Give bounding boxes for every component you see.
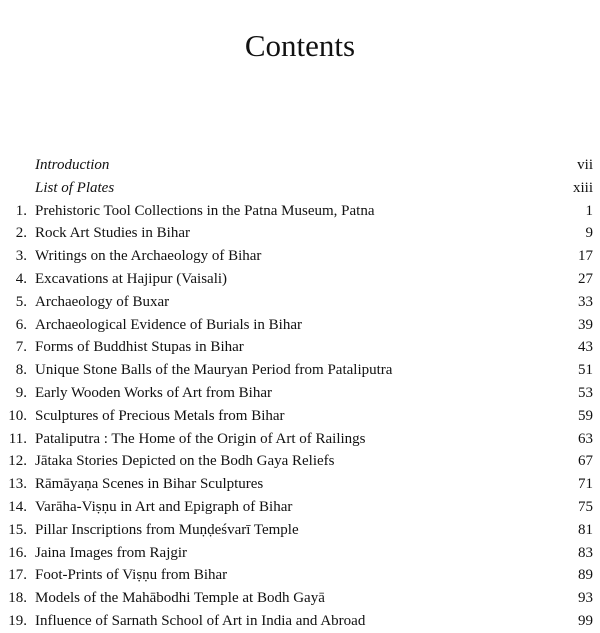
entry-page-number: 81 <box>578 521 593 538</box>
contents-list <box>0 154 600 633</box>
chapter-title: Jaina Images from Rajgir <box>35 544 188 561</box>
chapter-number: 7. <box>15 339 27 356</box>
chapter-title: Early Wooden Works of Art from Bihar <box>35 384 272 401</box>
front-matter-entry[interactable] <box>0 154 600 177</box>
entry-label: List of Plates <box>35 179 115 196</box>
chapter-number: 10. <box>8 407 27 424</box>
entry-page-number: 33 <box>578 293 593 310</box>
chapter-number: 3. <box>15 248 27 265</box>
chapter-entry[interactable] <box>0 222 600 245</box>
chapter-title: Unique Stone Balls of the Mauryan Period from Pataliputra <box>35 362 393 379</box>
chapter-title: Forms of Buddhist Stupas in Bihar <box>35 339 244 356</box>
chapter-number: 11. <box>8 430 27 447</box>
chapter-entry[interactable] <box>0 405 600 428</box>
entry-page-number: 63 <box>578 430 593 447</box>
chapter-entry[interactable] <box>0 519 600 542</box>
chapter-entry[interactable] <box>0 428 600 451</box>
chapter-entry[interactable] <box>0 359 600 382</box>
chapter-number: 17. <box>8 567 27 584</box>
entry-page-number: 53 <box>578 384 593 401</box>
chapter-title: Influence of Sarnath School of Art in India and Abroad <box>35 612 366 629</box>
chapter-title: Prehistoric Tool Collections in the Patna Museum, Patna <box>35 202 375 219</box>
entry-page-number: 71 <box>578 476 593 493</box>
chapter-entry[interactable] <box>0 314 600 337</box>
chapter-number: 13. <box>8 476 27 493</box>
front-matter-entry[interactable] <box>0 177 600 200</box>
chapter-entry[interactable] <box>0 450 600 473</box>
chapter-number: 16. <box>8 544 27 561</box>
chapter-title: Sculptures of Precious Metals from Bihar <box>35 407 285 424</box>
entry-page-number: 83 <box>578 544 593 561</box>
chapter-title: Foot-Prints of Viṣṇu from Bihar <box>35 567 228 584</box>
entry-label: Introduction <box>35 157 110 173</box>
chapter-number: 15. <box>8 521 27 538</box>
entry-page-number: 67 <box>578 453 593 470</box>
chapter-title: Rock Art Studies in Bihar <box>35 225 190 242</box>
chapter-number: 18. <box>8 590 27 607</box>
chapter-title: Archaeology of Buxar <box>35 293 170 310</box>
chapter-number: 4. <box>15 270 27 287</box>
chapter-entry[interactable] <box>0 473 600 496</box>
chapter-entry[interactable] <box>0 268 600 291</box>
chapter-number: 19. <box>8 612 27 629</box>
chapter-entry[interactable] <box>0 564 600 587</box>
chapter-entry[interactable] <box>0 496 600 519</box>
chapter-number: 2. <box>15 225 27 242</box>
chapter-entry[interactable] <box>0 542 600 565</box>
chapter-number: 12. <box>8 453 27 470</box>
entry-page-number: 39 <box>578 316 593 333</box>
chapter-title: Jātaka Stories Depicted on the Bodh Gaya Reliefs <box>35 453 335 470</box>
entry-page-number: 17 <box>578 248 593 265</box>
chapter-title: Models of the Mahābodhi Temple at Bodh Gayā <box>35 590 325 607</box>
entry-page-number: 9 <box>585 225 593 242</box>
chapter-title: Writings on the Archaeology of Bihar <box>35 248 262 265</box>
chapter-number: 8. <box>15 362 27 379</box>
chapter-entry[interactable] <box>0 200 600 223</box>
entry-page-number: 1 <box>585 202 593 219</box>
chapter-title: Archaeological Evidence of Burials in Bihar <box>35 316 302 333</box>
entry-page-number: vii <box>577 157 593 173</box>
page-title: Contents <box>244 28 356 63</box>
chapter-entry[interactable] <box>0 382 600 405</box>
chapter-number: 9. <box>15 384 27 401</box>
entry-page-number: 59 <box>578 407 593 424</box>
chapter-title: Varāha-Viṣṇu in Art and Epigraph of Bihar <box>35 498 293 515</box>
chapter-entry[interactable] <box>0 291 600 314</box>
chapter-number: 6. <box>15 316 27 333</box>
entry-page-number: 75 <box>578 498 593 515</box>
entry-page-number: 89 <box>578 567 593 584</box>
chapter-title: Pillar Inscriptions from Muṇḍeśvarī Temple <box>35 521 299 538</box>
entry-page-number: xiii <box>572 179 593 196</box>
entry-page-number: 27 <box>578 270 593 287</box>
chapter-entry[interactable] <box>0 245 600 268</box>
entry-page-number: 93 <box>578 590 593 607</box>
chapter-entry[interactable] <box>0 336 600 359</box>
entry-page-number: 99 <box>578 612 593 629</box>
chapter-title: Excavations at Hajipur (Vaisali) <box>35 270 228 287</box>
chapter-entry[interactable] <box>0 587 600 610</box>
entry-page-number: 43 <box>578 339 593 356</box>
chapter-number: 14. <box>8 498 27 515</box>
chapter-number: 1. <box>15 202 27 219</box>
chapter-title: Pataliputra : The Home of the Origin of Art of Railings <box>35 430 366 447</box>
chapter-title: Rāmāyaṇa Scenes in Bihar Sculptures <box>35 476 264 493</box>
chapter-entry[interactable] <box>0 610 600 633</box>
entry-page-number: 51 <box>578 362 593 379</box>
chapter-number: 5. <box>15 293 27 310</box>
